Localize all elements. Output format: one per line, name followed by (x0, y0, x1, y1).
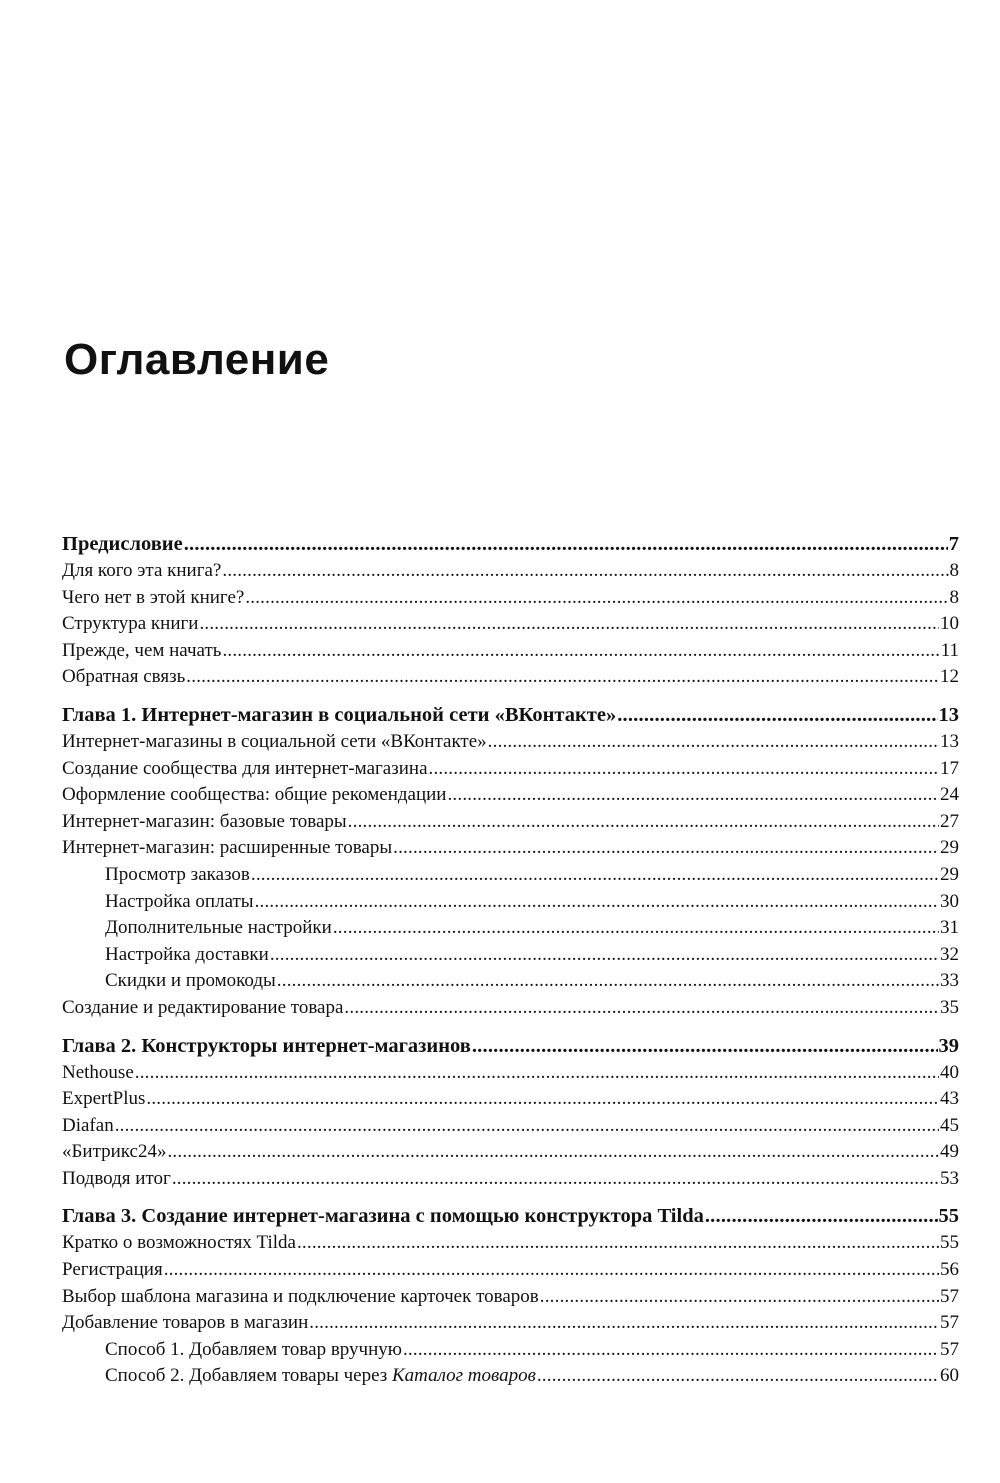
toc-page-number: 57 (940, 1285, 959, 1307)
toc-entry-label: Интернет-магазин: базовые товары (62, 810, 347, 832)
toc-entry[interactable] (62, 585, 959, 612)
toc-entry-label: Обратная связь (62, 666, 186, 688)
toc-page-number: 57 (940, 1312, 959, 1334)
toc-entry-label: «Битрикс24» (62, 1141, 167, 1163)
toc-heading[interactable] (62, 701, 959, 729)
table-of-contents (62, 530, 959, 1400)
toc-page-number: 32 (940, 943, 959, 965)
dot-leader (255, 889, 939, 916)
dot-leader (472, 1032, 938, 1060)
toc-page-number: 13 (940, 730, 959, 752)
toc-section-preface (62, 530, 959, 691)
toc-page-number: 45 (940, 1114, 959, 1136)
toc-heading[interactable] (62, 530, 959, 558)
dot-leader (348, 809, 939, 836)
toc-entry[interactable] (62, 809, 959, 836)
toc-heading-label: Глава 2. Конструкторы интернет-магазинов (62, 1034, 471, 1057)
toc-subentry[interactable] (62, 1337, 959, 1364)
dot-leader (617, 701, 937, 729)
dot-leader (429, 756, 940, 783)
toc-entry-label: Добавление товаров в магазин (62, 1312, 309, 1334)
toc-page-number: 8 (949, 560, 959, 581)
toc-heading-label: Предисловие (62, 533, 183, 555)
toc-entry-label: Прежде, чем начать (62, 639, 222, 661)
toc-section-chapter-3 (62, 1202, 959, 1390)
toc-section-chapter-1 (62, 701, 959, 1022)
toc-page-number: 43 (940, 1088, 959, 1110)
toc-entry-label: Для кого эта книга? (62, 560, 222, 581)
toc-entry[interactable] (62, 1284, 959, 1311)
page-title: Оглавление (64, 335, 330, 384)
toc-page-number: 40 (940, 1061, 959, 1083)
toc-subentry[interactable] (62, 862, 959, 889)
toc-entry-label: Создание и редактирование товара (62, 996, 344, 1018)
toc-entry[interactable] (62, 558, 959, 585)
toc-entry-label: Подводя итог (62, 1167, 171, 1189)
dot-leader (270, 942, 939, 969)
toc-heading[interactable] (62, 1202, 959, 1230)
toc-entry[interactable] (62, 1139, 959, 1166)
toc-entry-label: Diafan (62, 1114, 114, 1136)
toc-entry-label: Дополнительные настройки (105, 917, 332, 939)
toc-entry-label: Выбор шаблона магазина и подключение карточек товаров (62, 1285, 539, 1307)
toc-entry-label: ExpertPlus (62, 1088, 146, 1110)
toc-page-number: 7 (948, 533, 959, 555)
toc-entry[interactable] (62, 1113, 959, 1140)
toc-entry-label: Создание сообщества для интернет-магазина (62, 757, 428, 779)
toc-entry[interactable] (62, 1230, 959, 1257)
dot-leader (540, 1284, 939, 1311)
toc-page-number: 8 (949, 586, 959, 608)
toc-page-number: 29 (940, 863, 959, 885)
toc-entry[interactable] (62, 611, 959, 638)
toc-subentry[interactable] (62, 942, 959, 969)
toc-entry[interactable] (62, 1086, 959, 1113)
toc-entry[interactable] (62, 995, 959, 1022)
toc-entry-label: Интернет-магазины в социальной сети «ВКонтакте» (62, 730, 487, 752)
toc-heading-label: Глава 1. Интернет-магазин в социальной сети «ВКонтакте» (62, 703, 617, 726)
dot-leader (199, 611, 939, 638)
toc-entry[interactable] (62, 638, 959, 665)
toc-entry[interactable] (62, 1060, 959, 1087)
toc-entry[interactable] (62, 835, 959, 862)
toc-page-number: 39 (938, 1034, 959, 1057)
toc-subentry[interactable] (62, 889, 959, 916)
toc-entry-label-prefix: Способ 2. Добавляем товары через (105, 1365, 393, 1387)
dot-leader (146, 1086, 939, 1113)
toc-subentry[interactable] (62, 1363, 959, 1390)
toc-entry[interactable] (62, 756, 959, 783)
toc-entry-label: Оформление сообщества: общие рекомендации (62, 784, 447, 806)
toc-subentry[interactable] (62, 968, 959, 995)
toc-entry-label: Чего нет в этой книге? (62, 586, 245, 608)
dot-leader (297, 1230, 939, 1257)
toc-page-number: 60 (940, 1365, 959, 1387)
dot-leader (135, 1060, 939, 1087)
toc-entry-label-italic: Каталог товаров (392, 1365, 536, 1387)
toc-page-number: 17 (940, 757, 959, 779)
toc-heading[interactable] (62, 1032, 959, 1060)
dot-leader (344, 995, 939, 1022)
dot-leader (447, 782, 939, 809)
toc-entry-label: Регистрация (62, 1259, 163, 1281)
toc-page-number: 35 (940, 996, 959, 1018)
toc-page-number: 10 (940, 613, 959, 635)
toc-page-number: 31 (940, 917, 959, 939)
dot-leader (172, 1166, 939, 1193)
dot-leader (245, 585, 948, 612)
toc-entry-label: Настройка оплаты (105, 890, 254, 912)
toc-entry-label: Настройка доставки (105, 943, 269, 965)
dot-leader (333, 915, 939, 942)
toc-page-number: 53 (940, 1167, 959, 1189)
toc-page-number: 49 (940, 1141, 959, 1163)
toc-entry[interactable] (62, 1257, 959, 1284)
toc-entry-label (105, 1363, 536, 1390)
toc-page-number: 24 (940, 784, 959, 806)
toc-entry-label: Nethouse (62, 1061, 134, 1083)
dot-leader (277, 968, 939, 995)
dot-leader (705, 1202, 938, 1230)
toc-page-number: 29 (940, 837, 959, 859)
toc-entry-label: Скидки и промокоды (105, 970, 276, 992)
toc-entry[interactable] (62, 729, 959, 756)
toc-page-number: 13 (938, 703, 959, 726)
toc-heading-label: Глава 3. Создание интернет-магазина с помощью конструктора Tilda (62, 1205, 704, 1228)
dot-leader (164, 1257, 939, 1284)
toc-entry-label: Структура книги (62, 613, 199, 635)
toc-page-number: 27 (940, 810, 959, 832)
dot-leader (184, 530, 948, 558)
dot-leader (222, 638, 939, 665)
toc-page-number: 55 (938, 1205, 959, 1228)
toc-page-number: 30 (940, 890, 959, 912)
toc-page-number: 12 (940, 666, 959, 688)
dot-leader (167, 1139, 939, 1166)
dot-leader (251, 862, 939, 889)
dot-leader (186, 664, 939, 691)
toc-page-number: 56 (940, 1259, 959, 1281)
dot-leader (115, 1113, 939, 1140)
dot-leader (393, 835, 939, 862)
dot-leader (222, 558, 948, 585)
toc-page-number: 33 (940, 970, 959, 992)
dot-leader (488, 729, 939, 756)
toc-entry-label: Способ 1. Добавляем товар вручную (105, 1338, 402, 1360)
dot-leader (537, 1363, 939, 1390)
toc-section-chapter-2 (62, 1032, 959, 1193)
toc-entry[interactable] (62, 1166, 959, 1193)
toc-page-number: 55 (940, 1232, 959, 1254)
toc-page-number: 57 (940, 1338, 959, 1360)
dot-leader (309, 1310, 939, 1337)
toc-entry[interactable] (62, 1310, 959, 1337)
toc-entry[interactable] (62, 664, 959, 691)
toc-page-number: 11 (940, 639, 959, 661)
toc-entry-label: Кратко о возможностях Tilda (62, 1232, 296, 1254)
toc-entry-label: Просмотр заказов (105, 863, 250, 885)
toc-entry[interactable] (62, 782, 959, 809)
dot-leader (403, 1337, 939, 1364)
toc-entry-label: Интернет-магазин: расширенные товары (62, 837, 393, 859)
toc-subentry[interactable] (62, 915, 959, 942)
